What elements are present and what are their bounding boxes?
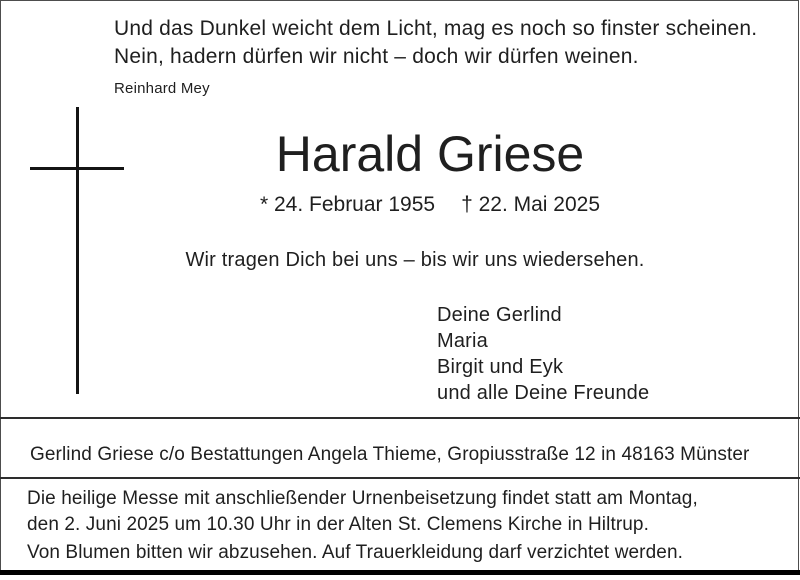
birth-date: * 24. Februar 1955	[259, 193, 436, 216]
mourner-line: Deine Gerlind	[437, 304, 562, 326]
mourner-line: Maria	[437, 330, 489, 352]
service-line-1: Die heilige Messe mit anschließender Urnenbeisetzung findet statt am Montag,	[27, 488, 698, 509]
contact-line: Gerlind Griese c/o Bestattungen Angela Thieme, Gropiusstraße 12 in 48163 Münster	[30, 444, 750, 465]
quote-attribution: Reinhard Mey	[114, 80, 210, 97]
opening-quote	[114, 15, 757, 71]
bottom-rule	[0, 570, 800, 575]
quote-line-1: Und das Dunkel weicht dem Licht, mag es noch so finster scheinen.	[114, 17, 758, 40]
cross-horizontal-bar	[30, 167, 124, 170]
quote-line-2: Nein, hadern dürfen wir nicht – doch wir dürfen weinen.	[114, 45, 639, 68]
life-dates	[260, 192, 600, 218]
deceased-name: Harald Griese	[275, 126, 585, 182]
mourner-line: und alle Deine Freunde	[437, 382, 650, 404]
divider-line-top	[0, 417, 800, 419]
mourner-line: Birgit und Eyk	[437, 356, 564, 378]
death-date: † 22. Mai 2025	[461, 193, 601, 216]
cross-vertical-bar	[76, 107, 79, 394]
flowers-note: Von Blumen bitten wir abzusehen. Auf Trauerkleidung darf verzichtet werden.	[27, 542, 683, 563]
mourners-list	[437, 302, 649, 406]
farewell-line: Wir tragen Dich bei uns – bis wir uns wiedersehen.	[185, 249, 645, 271]
service-info	[27, 486, 698, 538]
divider-line-bottom	[0, 477, 800, 479]
service-line-2: den 2. Juni 2025 um 10.30 Uhr in der Alten St. Clemens Kirche in Hiltrup.	[27, 514, 649, 535]
